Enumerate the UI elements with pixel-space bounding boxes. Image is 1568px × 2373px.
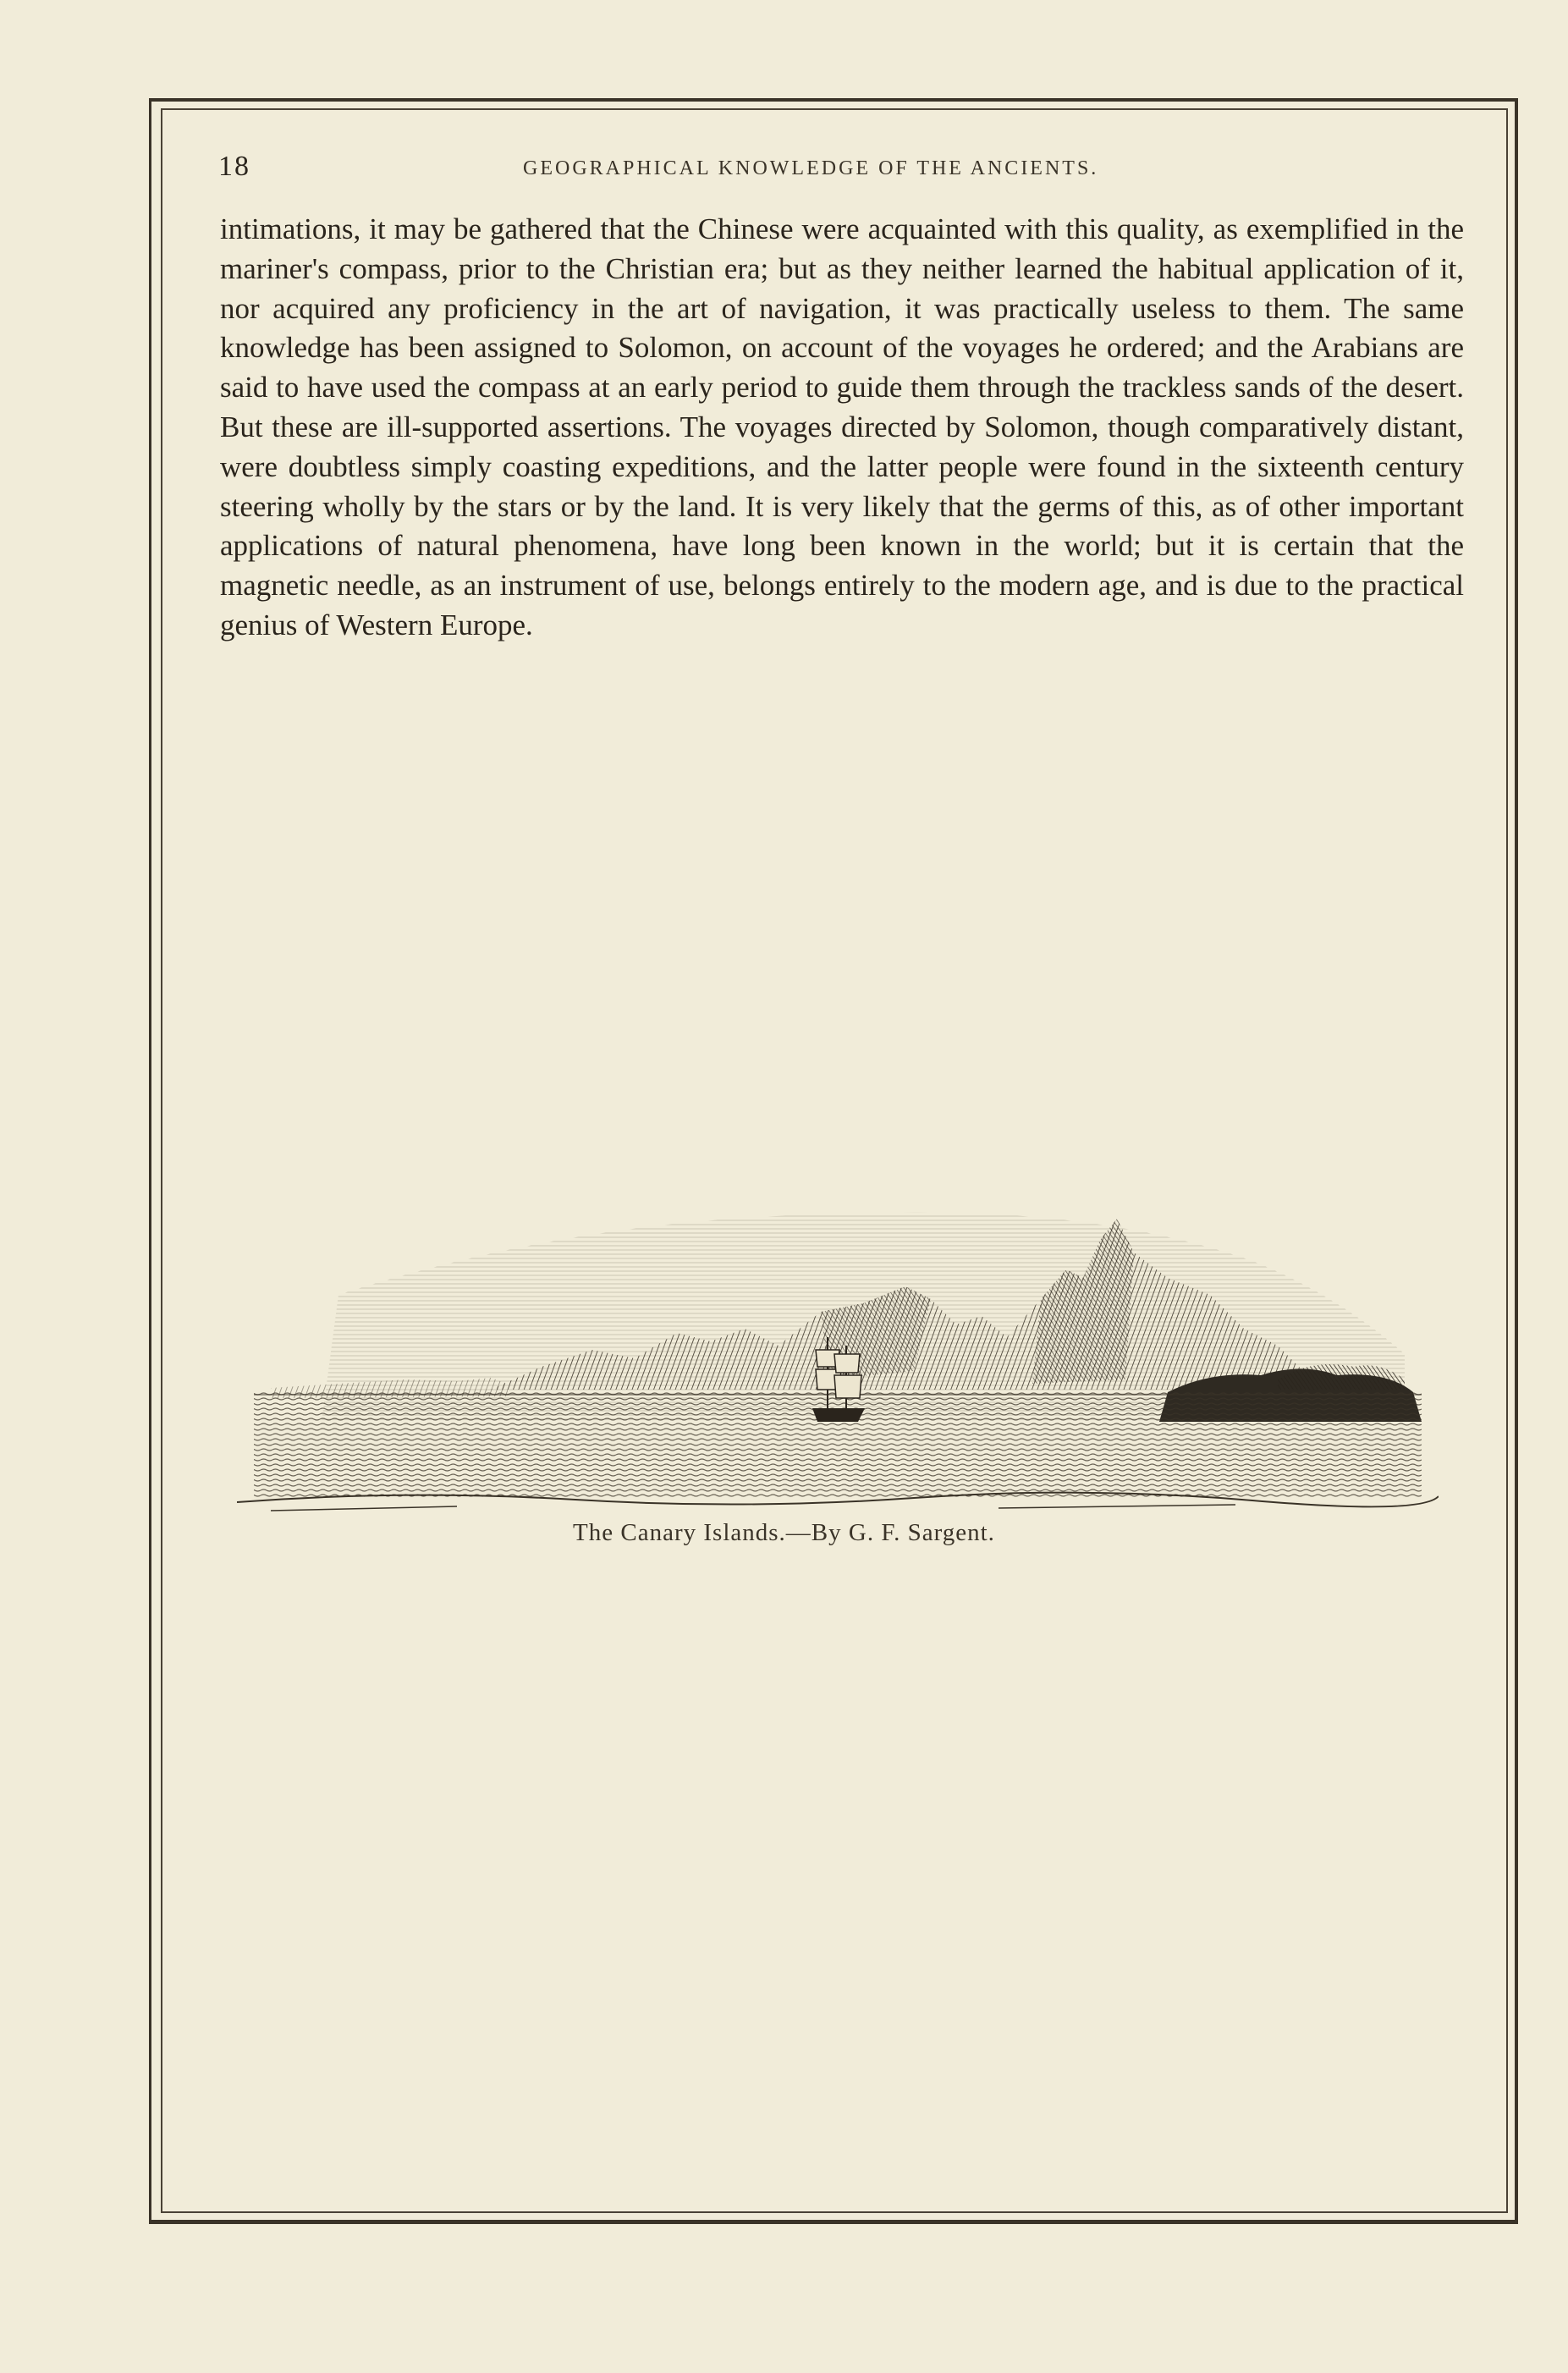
body-text [220, 210, 1464, 646]
canary-islands-engraving [237, 1168, 1439, 1523]
illustration-caption: The Canary Islands.—By G. F. Sargent. [573, 1519, 995, 1546]
paragraph: intimations, it may be gathered that the Chinese were acquainted with this quality, as exemplified in the mariner's compass, prior to the Christian era; but as they neither learned the habitual application of it, nor acquired any proficiency in the art of navigation, it was practically useless to them. The same knowledge has been assigned to Solomon, on account of the voyages he ordered; and the Arabians are said to have used the compass at an early period to guide them through the trackless sands of the desert. But these are ill-supported assertions. The voyages directed by Solomon, though comparatively distant, were doubtless simply coasting expeditions, and the latter people were found in the sixteenth century steering wholly by the stars or by the land. It is very likely that the germs of this, as of other important applications of natural phenomena, have long been known in the world; but it is certain that the magnetic needle, as an instrument of use, belongs entirely to the modern age, and is due to the practical genius of Western Europe. [220, 212, 1464, 641]
page-header [218, 151, 1454, 193]
page-number: 18 [218, 151, 250, 182]
running-head: GEOGRAPHICAL KNOWLEDGE OF THE ANCIENTS. [523, 157, 1099, 179]
